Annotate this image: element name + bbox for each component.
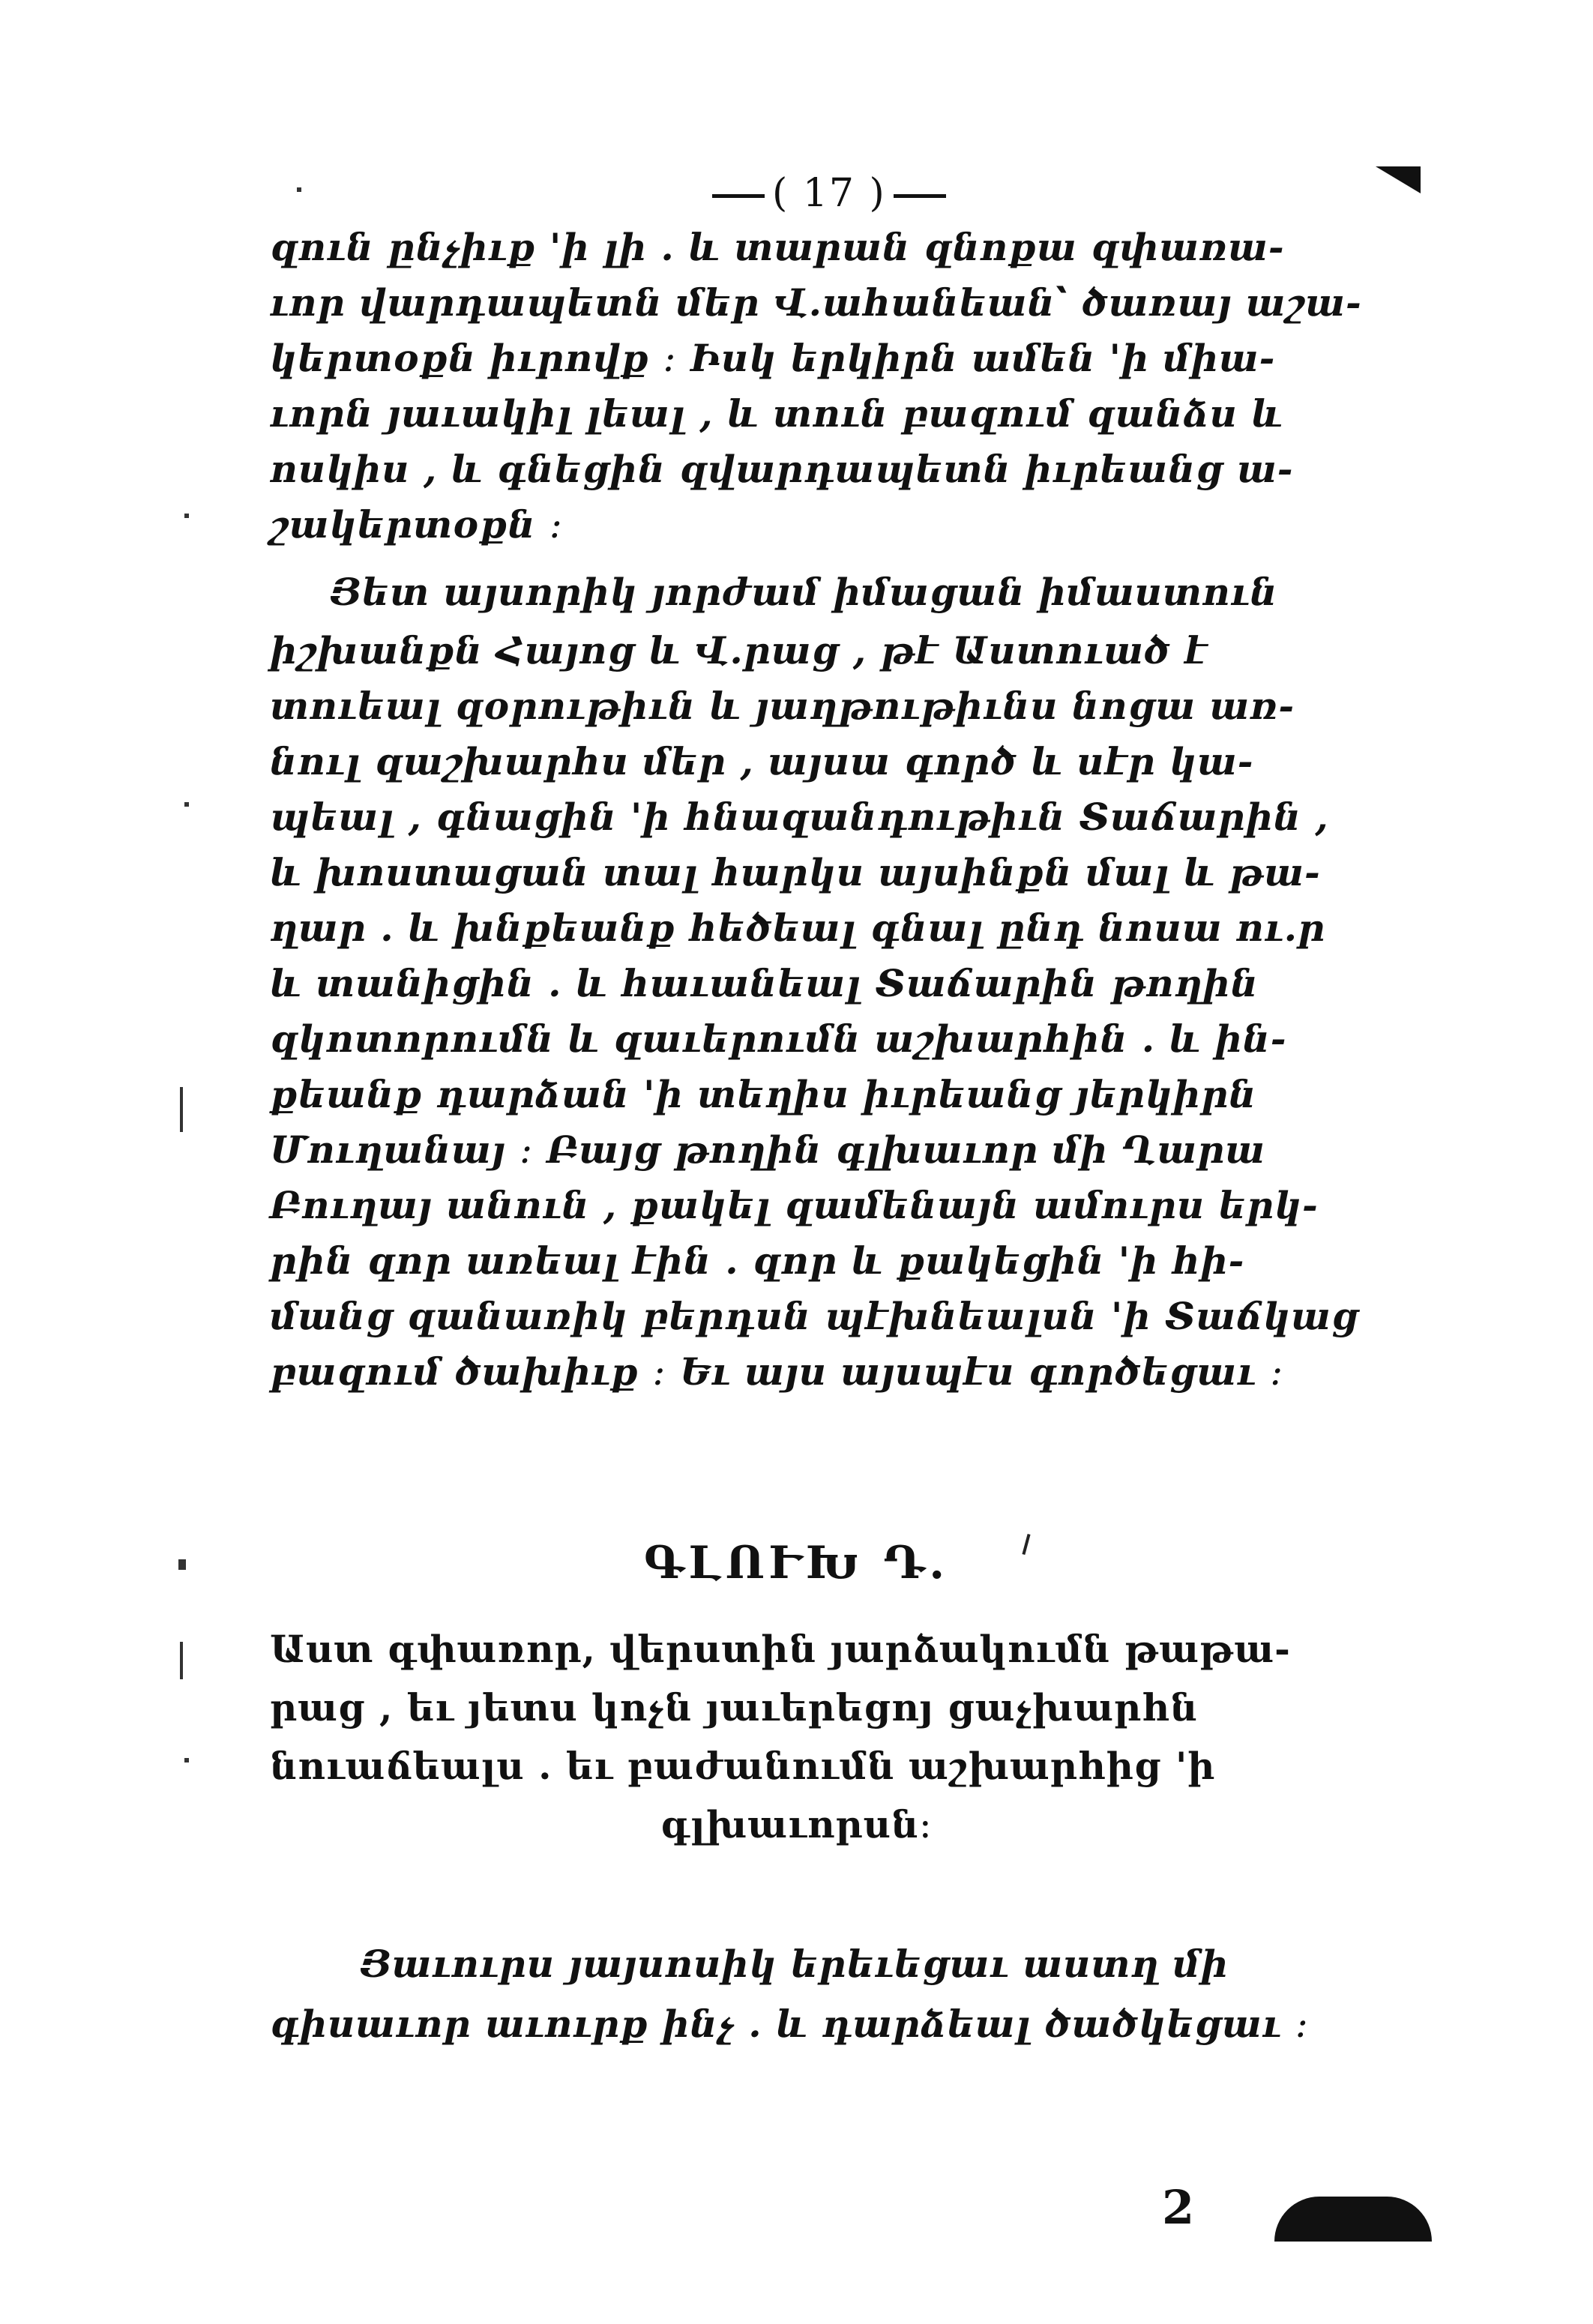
text-line: մանց զանառիկ բերդսն պէխնեալսն 'ի Տաճկաց <box>270 1294 1359 1338</box>
text-line: Մուղանայ ։ Բայց թողին գլխաւոր մի Ղարա <box>270 1128 1265 1172</box>
margin-speck <box>184 802 189 807</box>
margin-speck <box>184 1758 189 1762</box>
margin-speck <box>178 1559 186 1570</box>
text-line: Բուղայ անուն , քակել զամենայն ամուրս երկ- <box>270 1183 1319 1227</box>
ink-blot <box>1274 2197 1432 2242</box>
text-line: ոսկիս , և գնեցին զվարդապետն իւրեանց ա- <box>270 447 1294 491</box>
text-line-indented: Յետ այսորիկ յորժամ իմացան իմաստուն <box>330 570 1278 614</box>
summary-line: Աստ գփառոր, վերստին յարձակումն թաթա- <box>270 1627 1291 1671</box>
text-line: նուլ զաշխարհս մեր , այսա գործ և սէր կա- <box>270 739 1254 783</box>
margin-tick <box>180 1642 183 1679</box>
page-number-left-dash <box>712 194 765 198</box>
text-line: րին զոր առեալ էին . զոր և քակեցին 'ի հի- <box>270 1238 1245 1283</box>
text-line-indented: Յաւուրս յայսոսիկ երեւեցաւ աստղ մի <box>360 1942 1229 1986</box>
signature-mark: 2 <box>1162 2180 1195 2235</box>
text-line: շակերտօքն ։ <box>270 502 563 547</box>
margin-speck <box>184 514 189 518</box>
text-line: ւորն յաւակիլ լեալ , և տուն բազում զանձս և <box>270 391 1283 436</box>
text-line: քեանք դարձան 'ի տեղիս իւրեանց յերկիրն <box>270 1072 1257 1116</box>
page-number: ( 17 ) <box>705 171 954 216</box>
margin-tick <box>180 1087 183 1132</box>
margin-speck <box>297 187 301 192</box>
summary-line: նուաճեալս . եւ բաժանումն աշխարհից 'ի <box>270 1744 1216 1788</box>
corner-mark <box>1376 166 1421 193</box>
chapter-title: ԳԼՈՒԽ Դ. <box>643 1537 950 1589</box>
text-line: զուն ընչիւք 'ի լի . և տարան զնոքա զփառա- <box>270 225 1285 269</box>
text-line: և տանիցին . և հաւանեալ Տաճարին թողին <box>270 961 1259 1005</box>
text-line: գիսաւոր աւուրք ինչ . և դարձեալ ծածկեցաւ ։ <box>270 2002 1309 2046</box>
text-line: իշխանքն Հայոց և Վ.րաց , թէ Աստուած է <box>270 628 1208 672</box>
page-number-value: 17 <box>802 171 855 216</box>
text-line: բազում ծախիւք ։ Եւ այս այսպէս գործեցաւ ։ <box>270 1349 1284 1394</box>
text-line: պեալ , գնացին 'ի հնազանդութիւն Տաճարին , <box>270 795 1329 839</box>
text-line: և խոստացան տալ հարկս այսինքն մալ և թա- <box>270 850 1321 894</box>
text-line: կերտօքն իւրովք ։ Իսկ երկիրն ամեն 'ի միա- <box>270 336 1276 380</box>
page-number-right-dash <box>894 194 946 198</box>
text-line: տուեալ զօրութիւն և յաղթութիւնս նոցա առ- <box>270 684 1295 728</box>
summary-line: րաց , եւ յետս կոչն յաւերեցոյ ցաչխարհն <box>270 1685 1198 1730</box>
text-line: ւոր վարդապետն մեր Վ.ահանեան՝ ծառայ աշա- <box>270 280 1362 325</box>
text-line: ղար . և խնքեանք հեծեալ գնալ ընդ նոսա ու.ր <box>270 906 1326 950</box>
text-line: զկոտորումն և զաւերումն աշխարհին . և ին- <box>270 1017 1287 1061</box>
summary-line-centered: գլխաւորսն։ <box>660 1802 933 1846</box>
